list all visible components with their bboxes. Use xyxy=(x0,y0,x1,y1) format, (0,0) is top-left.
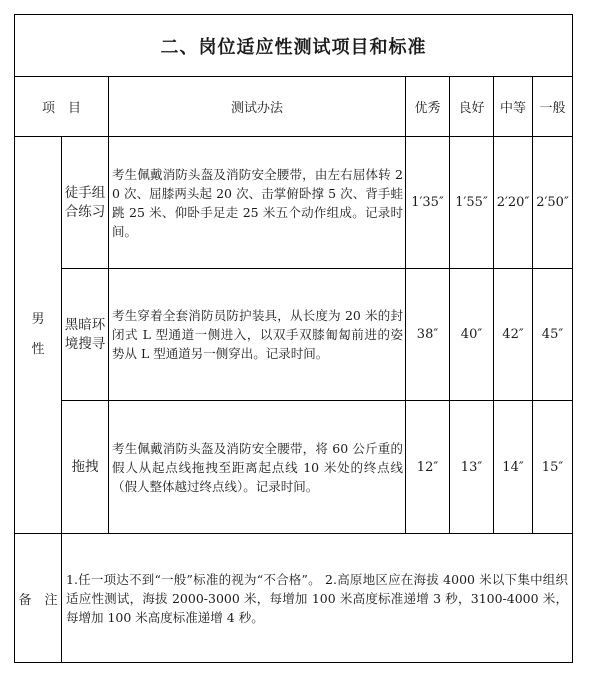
gender-cell xyxy=(15,137,62,534)
score-medium: 42″ xyxy=(494,269,533,401)
table-row xyxy=(15,137,573,269)
header-method: 测试办法 xyxy=(109,77,406,137)
score-excellent: 38″ xyxy=(406,269,450,401)
notes-text: 1.任一项达不到“一般”标准的视为“不合格”。 2.高原地区应在海拔 4000 米以下集中组织适应性测试，海拔 2000-3000 米，每增加 100 米高度标准递增 3 秒，3100-4000 米，每增加 100 米高度标准递增 4 秒。 xyxy=(62,534,573,663)
table-row xyxy=(15,401,573,534)
item-name: 徒手组合练习 xyxy=(62,137,109,269)
table-title: 二、岗位适应性测试项目和标准 xyxy=(15,15,573,77)
score-fair: 15″ xyxy=(533,401,573,534)
score-good: 13″ xyxy=(450,401,494,534)
score-excellent: 12″ xyxy=(406,401,450,534)
title-row xyxy=(15,15,573,77)
header-medium: 中等 xyxy=(494,77,533,137)
score-medium: 14″ xyxy=(494,401,533,534)
header-good: 良好 xyxy=(450,77,494,137)
header-fair: 一般 xyxy=(533,77,573,137)
gender-char: 性 xyxy=(31,342,45,357)
score-fair: 2′50″ xyxy=(533,137,573,269)
header-excellent: 优秀 xyxy=(406,77,450,137)
item-method: 考生佩戴消防头盔及消防安全腰带，由左右屈体转 20 次、屈膝两头起 20 次、击掌俯卧撑 5 次、背手蛙跳 25 米、仰卧手足走 25 米五个动作组成。记录时间。 xyxy=(109,137,406,269)
notes-row xyxy=(15,534,573,663)
item-name: 拖拽 xyxy=(62,401,109,534)
header-item: 项 目 xyxy=(15,77,109,137)
score-excellent: 1′35″ xyxy=(406,137,450,269)
score-good: 1′55″ xyxy=(450,137,494,269)
item-name: 黑暗环境搜寻 xyxy=(62,269,109,401)
gender-char: 男 xyxy=(31,312,45,327)
table-row xyxy=(15,269,573,401)
score-medium: 2′20″ xyxy=(494,137,533,269)
notes-label: 备 注 xyxy=(15,534,62,663)
item-method: 考生穿着全套消防员防护装具，从长度为 20 米的封闭式 L 型通道一侧进入，以双手双膝匍匐前进的姿势从 L 型通道另一侧穿出。记录时间。 xyxy=(109,269,406,401)
score-fair: 45″ xyxy=(533,269,573,401)
header-row xyxy=(15,77,573,137)
item-method: 考生佩戴消防头盔及消防安全腰带，将 60 公斤重的假人从起点线拖拽至距离起点线 10 米处的终点线（假人整体越过终点线）。记录时间。 xyxy=(109,401,406,534)
standards-table xyxy=(14,14,573,663)
score-good: 40″ xyxy=(450,269,494,401)
